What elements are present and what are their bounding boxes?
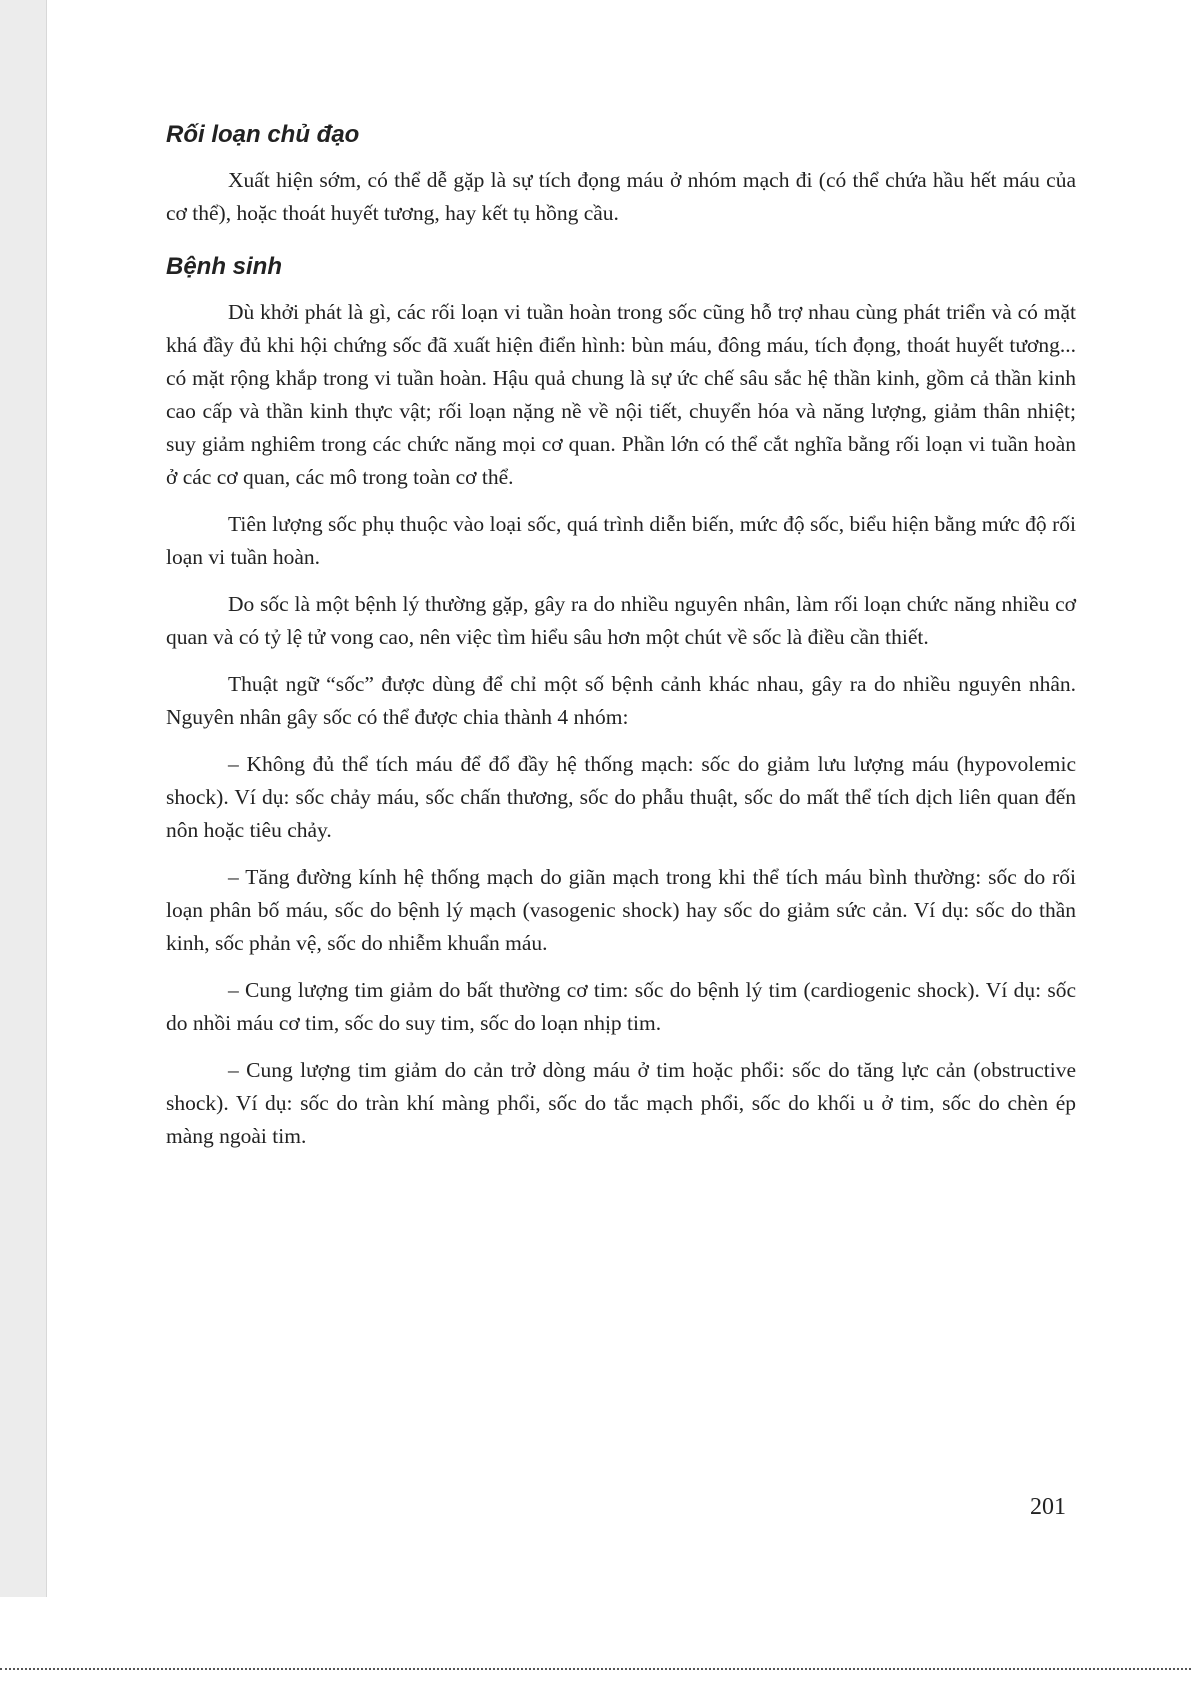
cause-item-obstructive: – Cung lượng tim giảm do cản trở dòng máu ở tim hoặc phổi: sốc do tăng lực cản (obstructive shock). Ví dụ: sốc do tràn khí màng phổi, sốc do tắc mạch phổi, sốc do khối u ở tim, sốc do chèn ép màng ngoài tim. <box>166 1058 1076 1148</box>
heading-benh-sinh: Bệnh sinh <box>166 253 283 280</box>
paragraph-benh-sinh: Dù khởi phát là gì, các rối loạn vi tuần hoàn trong sốc cũng hỗ trợ nhau cùng phát triển và có mặt khá đầy đủ khi hội chứng sốc đã xuất hiện điển hình: bùn máu, đông máu, tích đọng, thoát huyết tương... có mặt rộng khắp trong vi tuần hoàn. Hậu quả chung là sự ức chế sâu sắc hệ thần kinh, gồm cả thần kinh cao cấp và thần kinh thực vật; rối loạn nặng nề về nội tiết, chuyển hóa và năng lượng, giảm thân nhiệt; suy giảm nghiêm trong các chức năng mọi cơ quan. Phần lớn có thể cắt nghĩa bằng rối loạn vi tuần hoàn ở các cơ quan, các mô trong toàn cơ thể. <box>166 300 1076 489</box>
paragraph-do-soc: Do sốc là một bệnh lý thường gặp, gây ra do nhiều nguyên nhân, làm rối loạn chức năng nhiều cơ quan và có tỷ lệ tử vong cao, nên việc tìm hiểu sâu hơn một chút về sốc là điều cần thiết. <box>166 592 1076 649</box>
page-number: 201 <box>1030 1494 1066 1520</box>
page-body <box>166 118 1076 1167</box>
scan-edge-line <box>0 1668 1191 1670</box>
cause-item-hypovolemic: – Không đủ thể tích máu để đổ đầy hệ thống mạch: sốc do giảm lưu lượng máu (hypovolemic shock). Ví dụ: sốc chảy máu, sốc chấn thương, sốc do phẫu thuật, sốc do mất thể tích dịch liên quan đến nôn hoặc tiêu chảy. <box>166 752 1076 842</box>
paragraph-roi-loan: Xuất hiện sớm, có thể dễ gặp là sự tích đọng máu ở nhóm mạch đi (có thể chứa hầu hết máu của cơ thể), hoặc thoát huyết tương, hay kết tụ hồng cầu. <box>166 168 1076 225</box>
scan-margin-strip <box>0 0 47 1597</box>
paragraph-thuat-ngu: Thuật ngữ “sốc” được dùng để chỉ một số bệnh cảnh khác nhau, gây ra do nhiều nguyên nhân. Nguyên nhân gây sốc có thể được chia thành 4 nhóm: <box>166 672 1076 729</box>
cause-item-vasogenic: – Tăng đường kính hệ thống mạch do giãn mạch trong khi thể tích máu bình thường: sốc do rối loạn phân bố máu, sốc do bệnh lý mạch (vasogenic shock) hay sốc do giảm sức cản. Ví dụ: sốc do thần kinh, sốc phản vệ, sốc do nhiễm khuẩn máu. <box>166 865 1076 955</box>
paragraph-tien-luong: Tiên lượng sốc phụ thuộc vào loại sốc, quá trình diễn biến, mức độ sốc, biểu hiện bằng mức độ rối loạn vi tuần hoàn. <box>166 512 1076 569</box>
heading-roi-loan-chu-dao: Rối loạn chủ đạo <box>166 121 360 148</box>
cause-item-cardiogenic: – Cung lượng tim giảm do bất thường cơ tim: sốc do bệnh lý tim (cardiogenic shock). Ví dụ: sốc do nhồi máu cơ tim, sốc do suy tim, sốc do loạn nhịp tim. <box>166 978 1076 1035</box>
